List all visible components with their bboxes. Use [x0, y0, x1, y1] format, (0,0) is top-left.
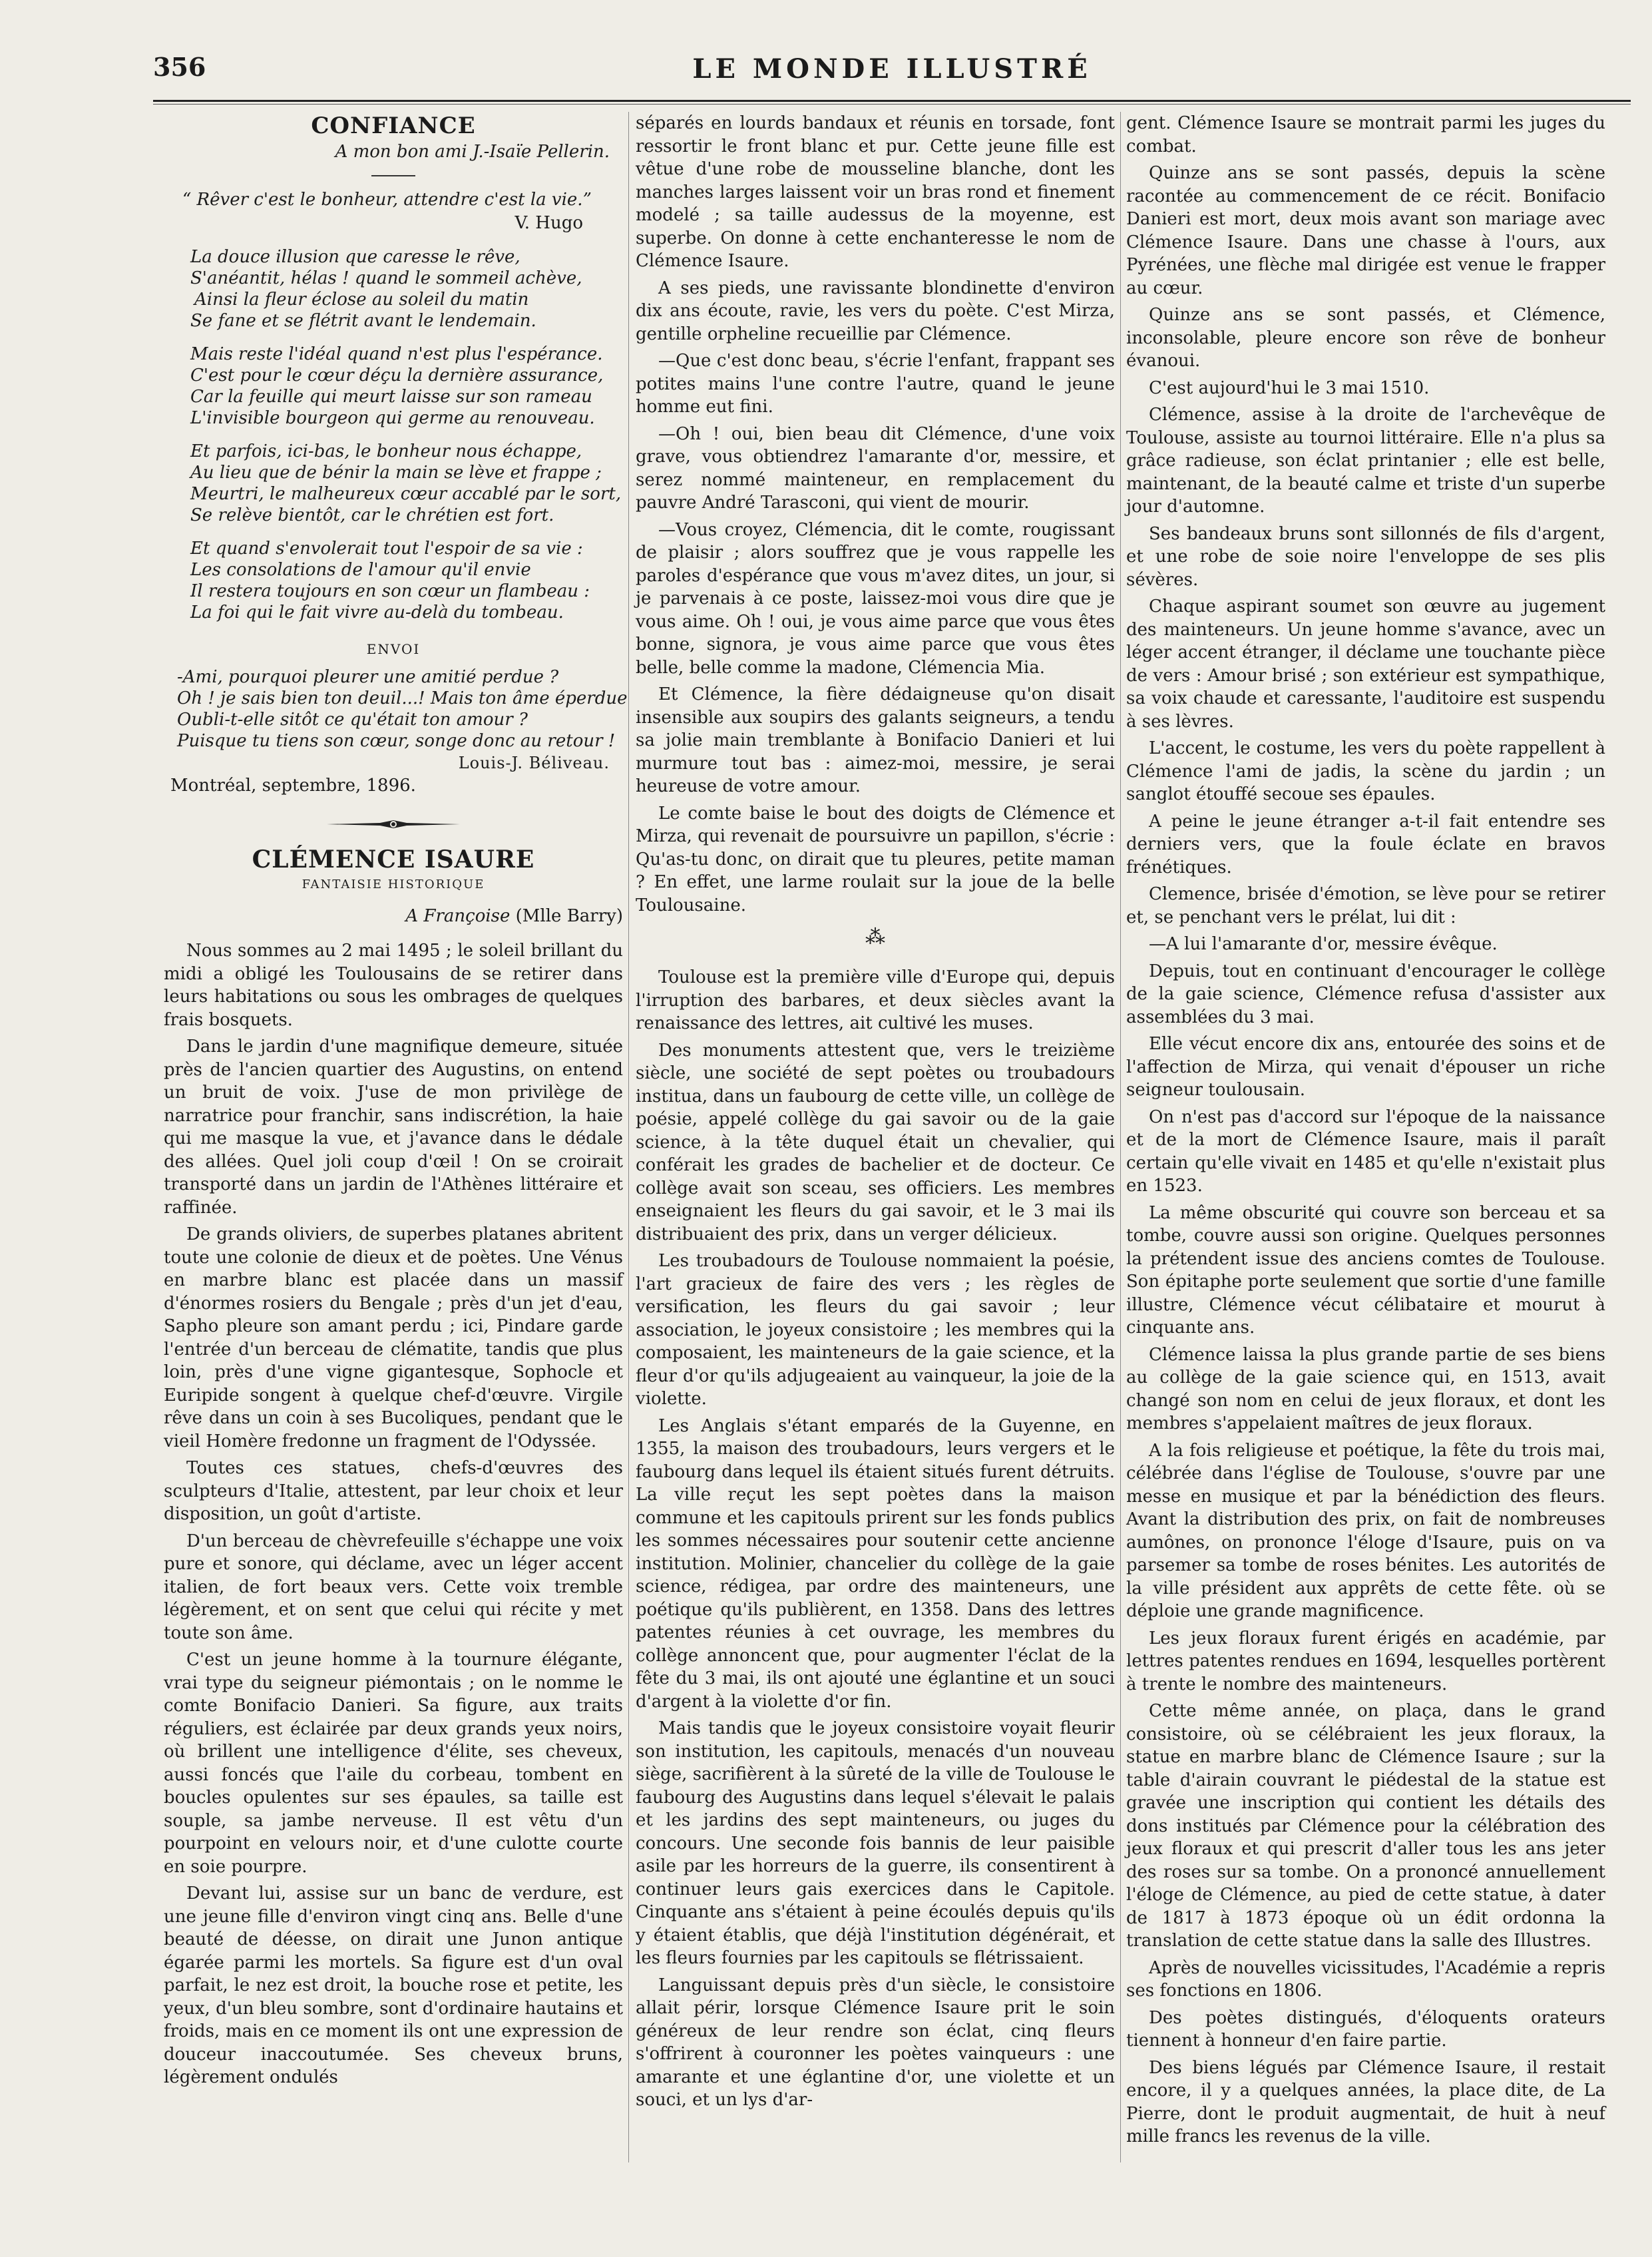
paragraph: Des poètes distingués, d'éloquents orateurs tiennent à honneur d'en faire partie. [1126, 2007, 1605, 2051]
paragraph: Clémence laissa la plus grande partie de ses biens au collège de la gaie science qui, en 1513, avait changé son nom en celui de jeux floraux, et dont les membres s'appelaient maîtres de jeux floraux. [1126, 1344, 1605, 1433]
verse-line: Meurtri, le malheureux cœur accablé par le sort, [190, 484, 622, 504]
verse-line: Mais reste l'idéal quand n'est plus l'espérance. [190, 344, 603, 364]
paragraph: Clemence, brisée d'émotion, se lève pour se retirer et, se penchant vers le prélat, lui dit : [1126, 884, 1605, 927]
paragraph: gent. Clémence Isaure se montrait parmi les juges du combat. [1126, 113, 1605, 156]
paragraph: D'un berceau de chèvrefeuille s'échappe une voix pure et sonore, qui déclame, avec un léger accent italien, de fort beaux vers. Cette voix tremble légèrement, et on sent que celui qui récite y met toute son âme. [164, 1531, 623, 1643]
paragraph: A peine le jeune étranger a-t-il fait entendre ses derniers vers, que la foule éclate en bravos frénétiques. [1126, 811, 1605, 878]
paragraph: Les troubadours de Toulouse nommaient la poésie, l'art gracieux de faire des vers ; les règles de versification, les fleurs du gai savoir ; leur association, le joyeux consistoire ; les membres qui la composaient, les mainteneurs de la gaie science, et la fleur d'or qu'ils adjugeaient au vainqueur, la joie de la violette. [636, 1251, 1115, 1409]
paragraph: C'est un jeune homme à la tournure élégante, vrai type du seigneur piémontais ; on le nomme le comte Bonifacio Danieri. Sa figure, aux traits réguliers, est éclairée par deux grands yeux noirs, où brillent une intelligence d'élite, ses cheveux, aussi foncés que l'aile du corbeau, tombent en boucles opulentes sur ses épaules, sa taille est souple, sa jambe nerveuse. Il est vêtu d'un pourpoint en velours noir, et d'une culotte courte en soie pourpre. [164, 1650, 623, 1877]
paragraph: L'accent, le costume, les vers du poète rappellent à Clémence l'ami de jadis, la scène du jardin ; un sanglot étouffé secoue ses épaules. [1126, 738, 1605, 804]
column-2 [636, 112, 1115, 2116]
header-rule [153, 100, 1631, 102]
verse-line: L'invisible bourgeon qui germe au renouveau. [190, 408, 595, 428]
verse-line: Et parfois, ici-bas, le bonheur nous échappe, [190, 441, 582, 461]
poem-place-date: Montréal, septembre, 1896. [170, 776, 416, 796]
paragraph: Après de nouvelles vicissitudes, l'Académie a repris ses fonctions en 1806. [1126, 1957, 1605, 2001]
paragraph: Les jeux floraux furent érigés en académie, par lettres patentes rendues en 1694, lesquelles portèrent à trente le nombre des mainteneurs. [1126, 1628, 1605, 1694]
stanza [190, 441, 623, 526]
column-divider [1120, 112, 1121, 2162]
paragraph: Devant lui, assise sur un banc de verdure, est une jeune fille d'environ vingt cinq ans. Belle d'une beauté de déesse, on dirait une Junon antique égarée parmi les mortels. Sa figure est d'un oval parfait, le nez est droit, la bouche rose et petite, les yeux, d'un bleu sombre, sont d'ordinaire hautains et froids, mais en ce moment ils ont une expression de douceur inaccoutumée. Ses cheveux bruns, légèrement ondulés [164, 1883, 623, 2087]
paragraph: Et Clémence, la fière dédaigneuse qu'on disait insensible aux soupirs des galants seigneurs, a tendu sa jolie main tremblante à Bonifacio Danieri et lui murmure tout bas : aimez-moi, messire, je serai heureuse de votre amour. [636, 684, 1115, 796]
stanza [190, 246, 623, 332]
paragraph: On n'est pas d'accord sur l'époque de la naissance et de la mort de Clémence Isaure, mais il paraît certain qu'elle vivait en 1485 et qu'elle n'existait plus en 1523. [1126, 1107, 1605, 1196]
epigraph-author: V. Hugo [515, 212, 583, 233]
epigraph: “ Rêver c'est le bonheur, attendre c'est la vie.” [182, 190, 592, 210]
stanza [190, 344, 623, 429]
ornament-icon [327, 818, 460, 831]
paragraph: Clémence, assise à la droite de l'archevêque de Toulouse, assiste au tournoi littéraire. Elle n'a plus sa grâce radieuse, son éclat printanier ; elle est belle, maintenant, de la beauté calme et triste d'un superbe jour d'automne. [1126, 405, 1605, 517]
paragraph: Quinze ans se sont passés, depuis la scène racontée au commencement de ce récit. Bonifacio Danieri est mort, deux mois avant son mariage avec Clémence Isaure. Dans une chasse à l'ours, aux Pyrénées, une flèche mal dirigée est venue le frapper au cœur. [1126, 163, 1605, 298]
dedication-name: A Françoise [405, 905, 511, 926]
journal-title: LE MONDE ILLUSTRÉ [692, 53, 1092, 85]
paragraph: séparés en lourds bandaux et réunis en torsade, font ressortir le front blanc et pur. Cette jeune fille est vêtue d'une robe de mousseline blanche, dont les manches larges laissent voir un bras rond et finement modelé ; sa taille audessus de la moyenne, est superbe. On donne à cette enchanteresse le nom de Clémence Isaure. [636, 113, 1115, 271]
paragraph: Ses bandeaux bruns sont sillonnés de fils d'argent, et une robe de soie noire l'enveloppe de ses plis sévères. [1126, 523, 1605, 590]
paragraph: Le comte baise le bout des doigts de Clémence et Mirza, qui revenait de poursuivre un papillon, s'écrie : Qu'as-tu donc, on dirait que tu pleures, petite maman ? En effet, une larme roulait sur la joue de la belle Toulousaine. [636, 803, 1115, 915]
paragraph: Dans le jardin d'une magnifique demeure, située près de l'ancien quartier des Augustins, on entend un bruit de voix. J'use de mon privilège de narratrice pour franchir, sans indiscrétion, la haie qui me masque la vue, et j'avance dans le dédale des allées. Quel joli coup d'œil ! On se croirait transporté dans un jardin de l'Athènes littéraire et raffinée. [164, 1037, 623, 1218]
paragraph: Elle vécut encore dix ans, entourée des soins et de l'affection de Mirza, qui venait d'épouser un riche seigneur toulousain. [1126, 1034, 1605, 1100]
article-title: CLÉMENCE ISAURE [252, 845, 535, 874]
paragraph: A ses pieds, une ravissante blondinette d'environ dix ans écoute, ravie, les vers du poète. C'est Mirza, gentille orpheline recueillie par Clémence. [636, 278, 1115, 344]
verse-line: Car la feuille qui meurt laisse sur son rameau [190, 387, 592, 407]
paragraph: Quinze ans se sont passés, et Clémence, inconsolable, pleure encore son rêve de bonheur évanoui. [1126, 305, 1605, 371]
poem-title: CONFIANCE [311, 113, 476, 139]
paragraph: Chaque aspirant soumet son œuvre au jugement des mainteneurs. Un jeune homme s'avance, avec un léger accent étranger, il déclame une touchante pièce de vers : Amour brisé ; son extérieur est sympathique, sa voix chaude et caressante, l'auditoire est suspendu à ses lèvres. [1126, 597, 1605, 732]
paragraph: —A lui l'amarante d'or, messire évêque. [1149, 934, 1498, 954]
verse-line: Au lieu que de bénir la main se lève et frappe ; [190, 463, 602, 483]
asterism: ⁂ [865, 925, 885, 949]
paragraph: A la fois religieuse et poétique, la fête du trois mai, célébrée dans l'église de Toulouse, s'ouvre par une messe en musique et par la bénédiction des fleurs. Avant la distribution des prix, on fait de nombreuses aumônes, on prononce l'éloge d'Isaure, puis on va parsemer sa tombe de roses bénites. Les autorités de la ville président aux apprêts de cette fête. où se déploie une grande magnificence. [1126, 1440, 1605, 1621]
verse-line: C'est pour le cœur déçu la dernière assurance, [190, 366, 604, 385]
paragraph: C'est aujourd'hui le 3 mai 1510. [1149, 377, 1430, 398]
verse-line: Oubli-t-elle sitôt ce qu'était ton amour ? [177, 709, 528, 730]
verse-line: Il restera toujours en son cœur un flambeau : [190, 581, 590, 601]
short-rule [371, 175, 415, 176]
paragraph: Mais tandis que le joyeux consistoire voyait fleurir son institution, les capitouls, menacés d'un nouveau siège, sacrifièrent à la sûreté de la ville de Toulouse le faubourg des Augustins dans lequel s'élevait le palais et les jardins des sept mainteneurs, ou juges du concours. Une seconde fois bannis de leur paisible asile par les horreurs de la guerre, ils consentirent à continuer leurs gais exercices dans le Capitole. Cinquante ans s'étaient à peine écoulés depuis qu'ils y étaient établis, que déjà l'institution dégénérait, et les fleurs fournies par les capitouls se flétrissaient. [636, 1718, 1115, 1968]
verse-line: Se fane et se flétrit avant le lendemain. [190, 311, 536, 331]
verse-line: Puisque tu tiens son cœur, songe donc au retour ! [177, 730, 616, 751]
paragraph: —Que c'est donc beau, s'écrie l'enfant, frappant ses potites mains l'une contre l'autre, quand le jeune homme eut fini. [636, 351, 1115, 417]
verse-line: La douce illusion que caresse le rêve, [190, 247, 520, 267]
verse-line: Se relève bientôt, car le chrétien est fort. [190, 505, 554, 525]
paragraph: Toutes ces statues, chefs-d'œuvres des sculpteurs d'Italie, attestent, par leur choix et leur disposition, un goût d'artiste. [164, 1458, 623, 1524]
paragraph: Depuis, tout en continuant d'encourager le collège de la gaie science, Clémence refusa d'assister aux assemblées du 3 mai. [1126, 961, 1605, 1027]
paragraph: Toulouse est la première ville d'Europe qui, depuis l'irruption des barbares, et deux siècles avant la renaissance des lettres, ait cultivé les muses. [636, 967, 1115, 1033]
envoi-title: ENVOI [366, 641, 421, 657]
paragraph: Cette même année, on plaça, dans le grand consistoire, où se célébraient les jeux floraux, la statue en marbre blanc de Clémence Isaure ; sur la table d'airain couvrant le piédestal de la statue est gravée une inscription qui contient les détails des dons institués par Clémence pour la célébration des jeux floraux et qui prescrit d'aller tous les ans jeter des roses sur sa tombe. On a prononcé annuellement l'éloge de Clémence, au pied de cette statue, à dater de 1817 à 1873 époque où un édit ordonna la translation de cette statue dans la salle des Illustres. [1126, 1701, 1605, 1951]
verse-line: Oh ! je sais bien ton deuil...! Mais ton âme éperdue [177, 688, 628, 708]
paragraph: Des biens légués par Clémence Isaure, il restait encore, il y a quelques années, la place dite, de La Pierre, dont le produit augmentait, de huit à neuf mille francs les revenus de la ville. [1126, 2057, 1605, 2146]
verse-line: -Ami, pourquoi pleurer une amitié perdue ? [177, 666, 559, 687]
paragraph: Nous sommes au 2 mai 1495 ; le soleil brillant du midi a obligé les Toulousains de se retirer dans leurs habitations ou sous les ombrages de quelques frais bosquets. [164, 941, 623, 1030]
paragraph: —Oh ! oui, bien beau dit Clémence, d'une voix grave, vous obtiendrez l'amarante d'or, messire, et serez nommé mainteneur, en remplacement du pauvre André Tarasconi, qui vient de mourir. [636, 423, 1115, 513]
dedication-paren: (Mlle Barry) [510, 905, 623, 926]
header-rule-thin [153, 104, 1631, 105]
paragraph: —Vous croyez, Clémencia, dit le comte, rougissant de plaisir ; alors souffrez que je vous rappelle les paroles d'espérance que vous m'avez dites, un jour, si je parvenais à ce poste, laissez-moi vous dire que je vous aime. Oh ! oui, je vous aime parce que vous êtes bonne, signora, je vous aime parce que vous êtes belle, belle comme la madone, Clémencia Mia. [636, 519, 1115, 678]
poem-signature: Louis-J. Béliveau. [458, 753, 610, 772]
page-number: 356 [153, 52, 206, 82]
page-header [153, 52, 1631, 99]
verse-line: Les consolations de l'amour qu'il envie [190, 560, 531, 580]
paragraph: Des monuments attestent que, vers le treizième siècle, une société de sept poètes ou troubadours institua, dans un faubourg de cette ville, un collège de poésie, appelé collège du gai savoir ou de la gaie science, à la tête duquel était un chevalier, qui conférait les grades de bachelier et de docteur. Ce collège avait son sceau, ses officiers. Les membres enseignaient les fleurs du gai savoir, et le 3 mai ils distribuaient des prix, dans un verger délicieux. [636, 1040, 1115, 1244]
article-dedication [164, 905, 623, 928]
verse-line: Ainsi la fleur éclose au soleil du matin [194, 290, 529, 310]
paragraph: De grands oliviers, de superbes platanes abritent toute une colonie de dieux et de poètes. Une Vénus en marbre blanc est placée dans un massif d'énormes rosiers du Bengale ; près d'un jet d'eau, Sapho pleure son amant perdu ; ici, Pindare garde l'entrée d'un berceau de clématite, tandis que plus loin, près d'une vigne gigantesque, Sophocle et Euripide songent à quelque chef-d'œuvre. Virgile rêve dans un coin à ses Bucoliques, pendant que le vieil Homère fredonne un fragment de l'Odyssée. [164, 1224, 623, 1451]
article-subtitle: FANTAISIE HISTORIQUE [302, 878, 485, 891]
envoi-stanza [177, 666, 628, 752]
paragraph: Languissant depuis près d'un siècle, le consistoire allait périr, lorsque Clémence Isaure prit le soin généreux de leur rendre son éclat, cinq fleurs s'offrirent à couronner les poètes vainqueurs : une amarante et une églantine d'or, une violette et un souci, et un lys d'ar- [636, 1975, 1115, 2110]
column-1 [164, 112, 628, 2093]
stanza [190, 538, 623, 623]
verse-line: La foi qui le fait vivre au-delà du tombeau. [190, 603, 564, 623]
column-3 [1126, 112, 1605, 2152]
verse-line: S'anéantit, hélas ! quand le sommeil achève, [190, 268, 582, 288]
paragraph: La même obscurité qui couvre son berceau et sa tombe, couvre aussi son origine. Quelques personnes la prétendent issue des anciens comtes de Toulouse. Son épitaphe porte seulement que sortie d'une famille illustre, Clémence vécut célibataire et mourut à cinquante ans. [1126, 1202, 1605, 1338]
verse-line: Et quand s'envolerait tout l'espoir de sa vie : [190, 539, 583, 559]
poem-dedication: A mon bon ami J.-Isaïe Pellerin. [335, 141, 610, 162]
ornament-divider [164, 818, 623, 831]
paragraph: Les Anglais s'étant emparés de la Guyenne, en 1355, la maison des troubadours, leurs vergers et le faubourg dans lequel ils étaient situés furent détruits. La ville reçut les sept poètes dans la maison commune et les capitouls prirent sur les fonds publics les sommes nécessaires pour soutenir cette ancienne institution. Molinier, chancelier du collège de la gaie science, rédigea, par ordre des mainteneurs, une poétique qu'ils publièrent, en 1358. Dans des lettres patentes réunies à cet ouvrage, les membres du collège annoncent que, pour augmenter l'éclat de la fête du 3 mai, ils ont ajouté une églantine et un souci d'argent à la violette d'or fin. [636, 1415, 1115, 1712]
column-divider [628, 112, 629, 2162]
